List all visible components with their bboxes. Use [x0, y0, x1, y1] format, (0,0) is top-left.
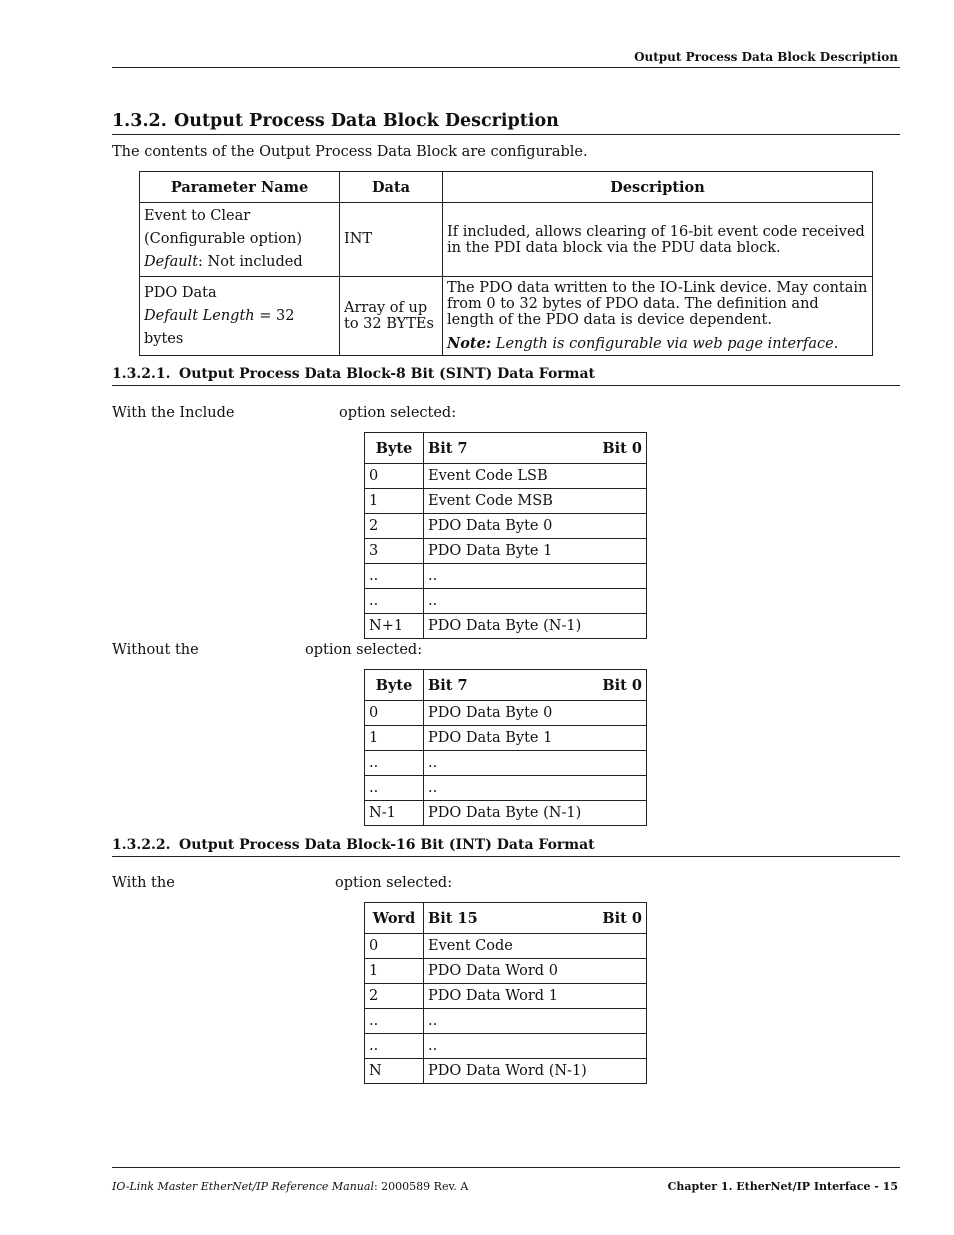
without-option-text: Without the [112, 642, 199, 658]
header-description: Description [443, 172, 873, 203]
section-intro: The contents of the Output Process Data Block are configurable. [112, 144, 588, 160]
footer-manual-ref [112, 1180, 468, 1193]
int-with-table [364, 902, 647, 1084]
table-row [365, 984, 647, 1009]
subsection-title: Output Process Data Block-8 Bit (SINT) Data Format [179, 366, 596, 382]
subsection-title: Output Process Data Block-16 Bit (INT) Data Format [179, 837, 595, 853]
word-cell: 2 [365, 984, 424, 1009]
content-cell: PDO Data Byte 1 [424, 539, 647, 564]
header-bits [424, 433, 647, 464]
byte-cell: 0 [365, 464, 424, 489]
byte-cell: N-1 [365, 801, 424, 826]
note [447, 336, 868, 352]
sint-with-table [364, 432, 647, 639]
param-name-cell [140, 277, 340, 356]
param-data-cell [340, 203, 443, 277]
table-row [365, 959, 647, 984]
table-row [365, 1059, 647, 1084]
byte-cell: 1 [365, 489, 424, 514]
header-data: Data [340, 172, 443, 203]
byte-cell: 0 [365, 701, 424, 726]
section-rule [112, 134, 900, 135]
table-row [365, 564, 647, 589]
table-row [365, 514, 647, 539]
byte-cell: 1 [365, 726, 424, 751]
param-default [144, 251, 335, 274]
subsection-rule [112, 856, 900, 857]
note-text: Length is configurable via web page interface. [491, 336, 839, 352]
content-cell: .. [424, 589, 647, 614]
footer-manual-title: IO-Link Master EtherNet/IP Reference Manual [112, 1180, 374, 1193]
header-word: Word [365, 903, 424, 934]
content-cell: PDO Data Word (N-1) [424, 1059, 647, 1084]
subsection-number: 1.3.2.2. [112, 837, 171, 853]
default-label: Default [144, 254, 199, 270]
header-bit-low: Bit 0 [602, 439, 642, 457]
table-row [365, 1034, 647, 1059]
content-cell: .. [424, 1009, 647, 1034]
with-option-text-end: option selected: [335, 875, 453, 891]
default-value: : Not included [198, 254, 303, 270]
header-byte: Byte [365, 670, 424, 701]
header-byte: Byte [365, 433, 424, 464]
param-option-note: (Configurable option) [144, 231, 302, 247]
with-option-text: With the [112, 875, 175, 891]
header-bit-low: Bit 0 [602, 676, 642, 694]
header-bits [424, 903, 647, 934]
table-row [365, 751, 647, 776]
content-cell: .. [424, 1034, 647, 1059]
subsection-heading [112, 366, 595, 382]
content-cell: PDO Data Word 0 [424, 959, 647, 984]
table-row [365, 489, 647, 514]
running-header: Output Process Data Block Description [634, 50, 898, 64]
word-cell: .. [365, 1009, 424, 1034]
table-header-row [365, 670, 647, 701]
header-bit-high: Bit 7 [428, 676, 468, 694]
footer-page-ref: Chapter 1. EtherNet/IP Interface - 15 [667, 1180, 898, 1193]
content-cell: .. [424, 751, 647, 776]
param-name: Event to Clear [144, 208, 251, 224]
byte-cell: .. [365, 564, 424, 589]
param-data-line: Array of up [344, 300, 428, 316]
table-row [365, 776, 647, 801]
param-data-cell [340, 277, 443, 356]
default-label: Default Length [144, 307, 255, 324]
header-bit-high: Bit 15 [428, 909, 478, 927]
content-cell: .. [424, 564, 647, 589]
table-header-row [365, 433, 647, 464]
header-rule [112, 67, 900, 68]
param-description-cell [443, 277, 873, 356]
word-cell: 1 [365, 959, 424, 984]
word-cell: N [365, 1059, 424, 1084]
section-heading [112, 111, 559, 131]
table-row [365, 801, 647, 826]
content-cell: PDO Data Byte (N-1) [424, 614, 647, 639]
table-row [365, 934, 647, 959]
default-value: = 32 bytes [144, 307, 295, 347]
footer-rule [112, 1167, 900, 1168]
without-option-text-end: option selected: [305, 642, 423, 658]
content-cell: PDO Data Byte 0 [424, 514, 647, 539]
byte-cell: .. [365, 776, 424, 801]
table-row [365, 1009, 647, 1034]
table-header-row [140, 172, 873, 203]
footer-manual-rev: : 2000589 Rev. A [373, 1180, 469, 1193]
param-default [144, 305, 335, 351]
param-name: PDO Data [144, 284, 217, 301]
header-bits [424, 670, 647, 701]
subsection-rule [112, 385, 900, 386]
with-option-text-end: option selected: [339, 405, 457, 421]
param-data: INT [344, 231, 373, 247]
byte-cell: .. [365, 751, 424, 776]
table-row [365, 726, 647, 751]
table-row [365, 589, 647, 614]
word-cell: 0 [365, 934, 424, 959]
byte-cell: N+1 [365, 614, 424, 639]
content-cell: PDO Data Word 1 [424, 984, 647, 1009]
table-row [140, 203, 873, 277]
table-row [365, 464, 647, 489]
byte-cell: 3 [365, 539, 424, 564]
table-row [365, 701, 647, 726]
byte-cell: 2 [365, 514, 424, 539]
sint-without-table [364, 669, 647, 826]
content-cell: PDO Data Byte 0 [424, 701, 647, 726]
content-cell: Event Code LSB [424, 464, 647, 489]
header-bit-low: Bit 0 [602, 909, 642, 927]
param-name-cell [140, 203, 340, 277]
content-cell: .. [424, 776, 647, 801]
section-title: Output Process Data Block Description [174, 111, 559, 131]
subsection-heading [112, 837, 595, 853]
subsection-number: 1.3.2.1. [112, 366, 171, 382]
section-number: 1.3.2. [112, 111, 167, 131]
table-row [365, 614, 647, 639]
content-cell: Event Code [424, 934, 647, 959]
parameter-table [139, 171, 873, 356]
byte-cell: .. [365, 589, 424, 614]
param-description: The PDO data written to the IO-Link device. May contain from 0 to 32 bytes of PDO data. The definition and length of the PDO data is device dependent. [447, 280, 868, 328]
content-cell: Event Code MSB [424, 489, 647, 514]
param-description: If included, allows clearing of 16-bit event code received in the PDI data block via the PDU data block. [443, 203, 873, 277]
word-cell: .. [365, 1034, 424, 1059]
content-cell: PDO Data Byte (N-1) [424, 801, 647, 826]
header-parameter-name: Parameter Name [140, 172, 340, 203]
table-row [365, 539, 647, 564]
table-header-row [365, 903, 647, 934]
table-row [140, 277, 873, 356]
content-cell: PDO Data Byte 1 [424, 726, 647, 751]
param-data-line: to 32 BYTEs [344, 316, 434, 332]
note-label: Note: [447, 335, 492, 352]
with-option-text: With the Include [112, 405, 235, 421]
header-bit-high: Bit 7 [428, 439, 468, 457]
